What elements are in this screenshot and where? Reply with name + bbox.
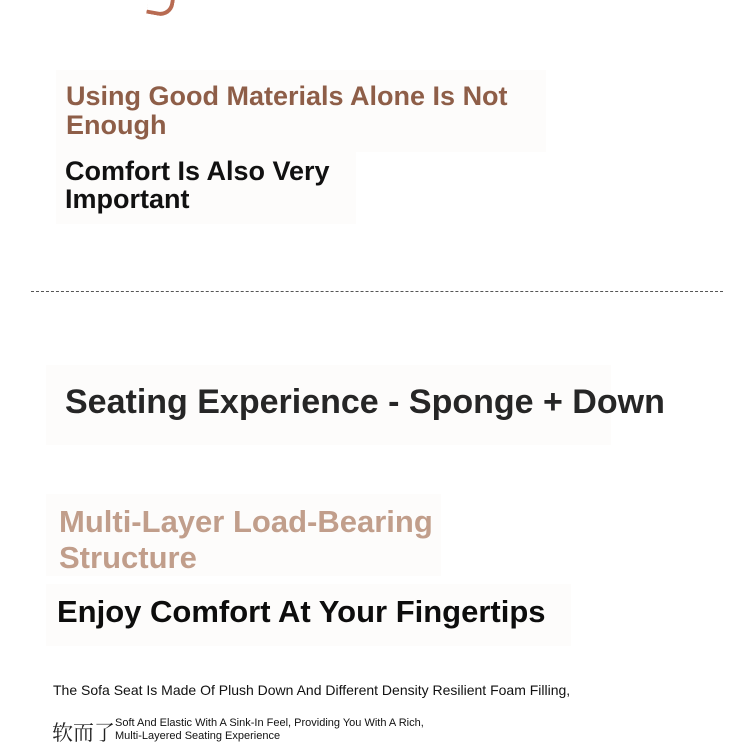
cjk-label: 软而了 — [52, 721, 115, 745]
detail-line-1: Soft And Elastic With A Sink-In Feel, Providing You With A Rich, — [115, 717, 424, 729]
sofa-description: The Sofa Seat Is Made Of Plush Down And Different Density Resilient Foam Filling, — [53, 682, 571, 698]
decorative-swirl-icon — [146, 0, 176, 18]
heading-materials: Using Good Materials Alone Is Not Enough — [66, 81, 508, 140]
seating-experience-title: Seating Experience - Sponge + Down — [65, 383, 665, 421]
section-divider — [31, 291, 723, 292]
heading-comfort: Comfort Is Also Very Important — [65, 156, 330, 214]
detail-line-2: Multi-Layered Seating Experience — [115, 730, 281, 742]
enjoy-comfort-heading: Enjoy Comfort At Your Fingertips — [57, 594, 546, 629]
detail-text — [115, 717, 535, 743]
multi-layer-heading: Multi-Layer Load-Bearing Structure — [59, 504, 433, 575]
